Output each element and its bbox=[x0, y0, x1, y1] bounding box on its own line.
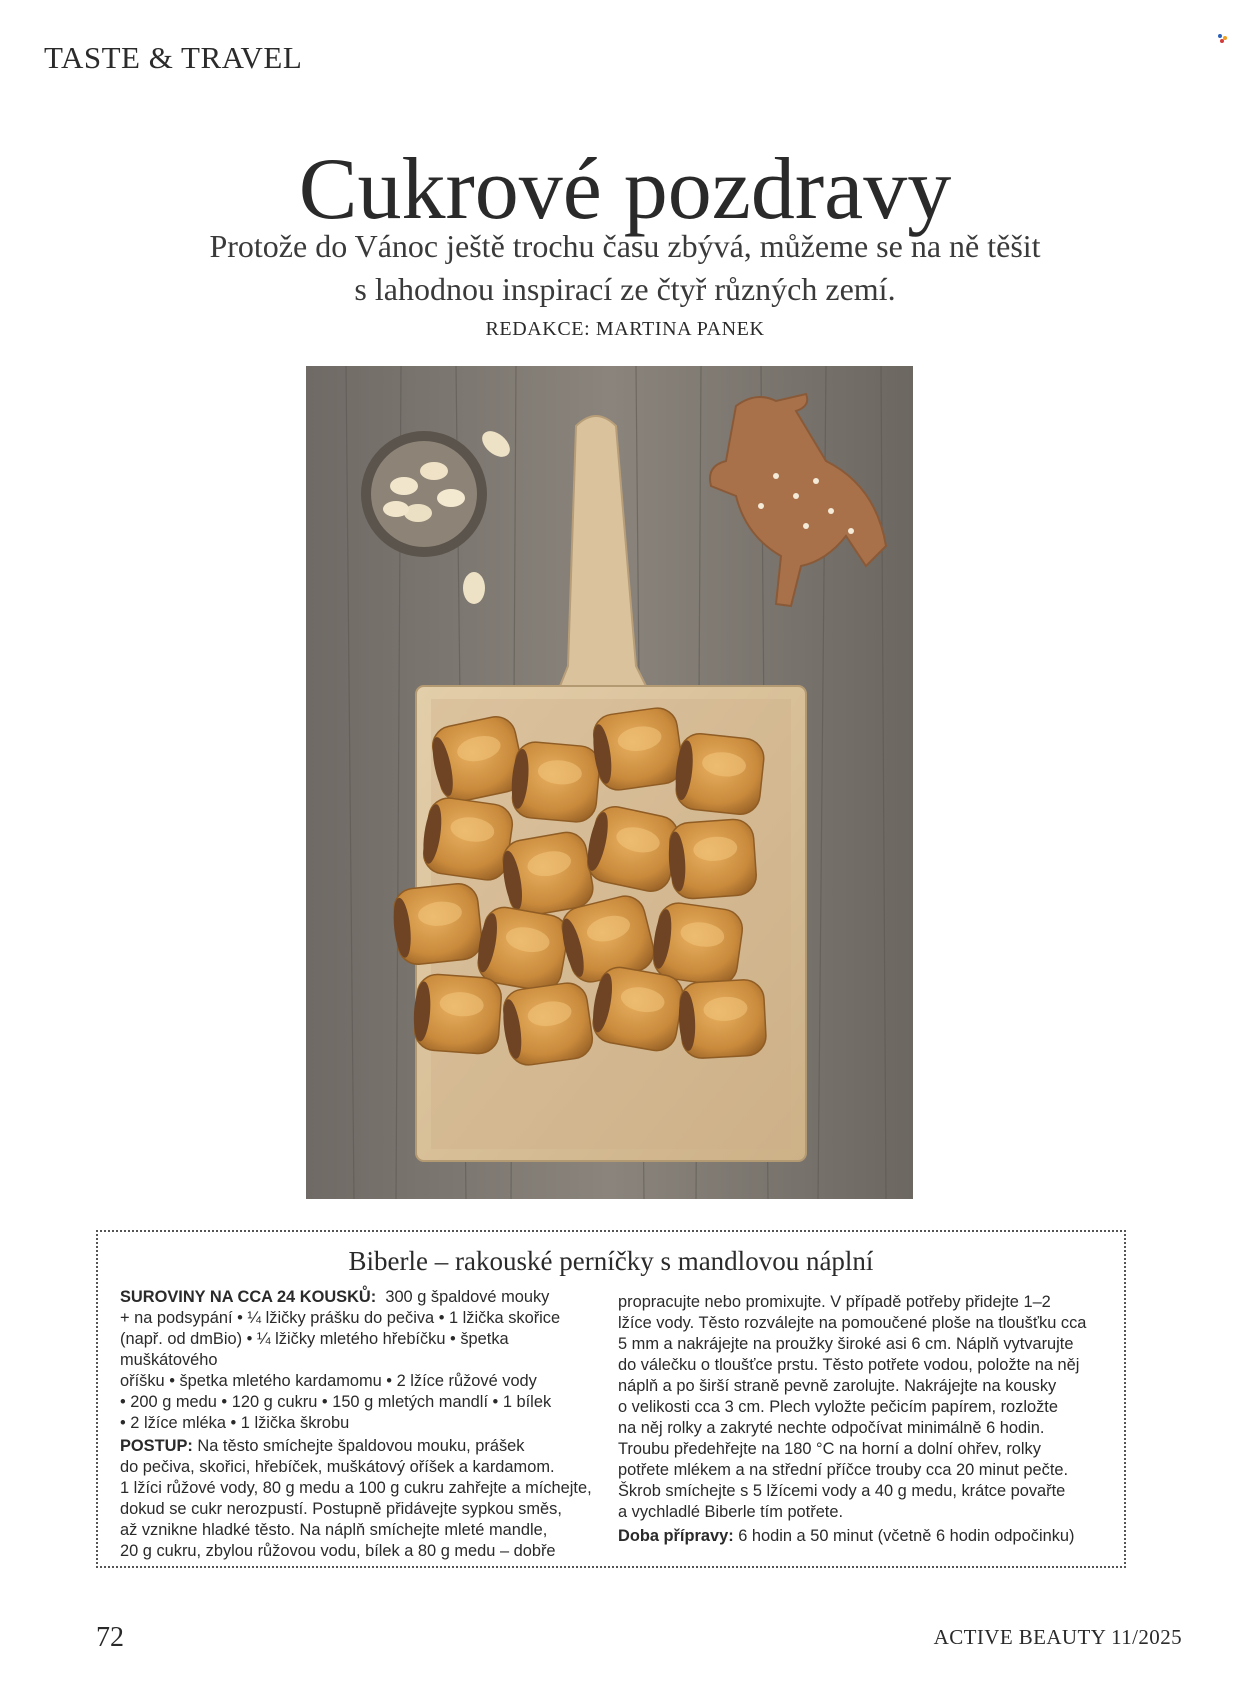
pastry-roll bbox=[498, 829, 596, 919]
pastry-roll bbox=[588, 964, 686, 1054]
prep-time bbox=[618, 1526, 1108, 1547]
method-heading: POSTUP: bbox=[120, 1437, 193, 1455]
method-line: potřete mlékem a na střední příčce trouby cca 20 minut pečte. bbox=[618, 1461, 1069, 1479]
method-line: na něj rolky a zakryté nechte odpočívat minimálně 6 hodin. bbox=[618, 1419, 1045, 1437]
method-text: Na těsto smíchejte špaldovou mouku, prášek bbox=[197, 1437, 525, 1455]
recipe-photo bbox=[306, 366, 913, 1199]
method-line: propracujte nebo promixujte. V případě potřeby přidejte 1–2 bbox=[618, 1293, 1051, 1311]
method-line: a vychladlé Biberle tím potřete. bbox=[618, 1503, 844, 1521]
ingredients-line: • 200 g medu • 120 g cukru • 150 g mletých mandlí • 1 bílek bbox=[120, 1393, 552, 1411]
ingredients-line: oříšku • špetka mletého kardamomu • 2 lžíce růžové vody bbox=[120, 1372, 537, 1390]
article-lead bbox=[120, 225, 1130, 311]
method-line: do válečku o tloušťce prstu. Těsto potřete vodou, položte na něj bbox=[618, 1356, 1080, 1374]
ingredients-line bbox=[120, 1287, 600, 1308]
photo-biberle-on-wooden-board bbox=[306, 366, 913, 1199]
lead-line: Protože do Vánoc ještě trochu času zbývá, můžeme se na ně těšit bbox=[209, 228, 1041, 264]
pastry-roll bbox=[589, 706, 685, 793]
pastry-roll bbox=[677, 979, 767, 1059]
lead-line: s lahodnou inspirací ze čtyř různých zemí. bbox=[354, 271, 896, 307]
ingredients-line: • 2 lžíce mléka • 1 lžička škrobu bbox=[120, 1414, 350, 1432]
method-line: dokud se cukr nerozpustí. Postupně přidávejte sypkou směs, bbox=[120, 1500, 562, 1518]
pastry-roll bbox=[419, 795, 515, 882]
method-line: 1 lžíci růžové vody, 80 g medu a 100 g cukru zahřejte a míchejte, bbox=[120, 1479, 592, 1497]
pastry-roll bbox=[390, 882, 483, 967]
method-line: o velikosti cca 3 cm. Plech vyložte pečicím papírem, rozložte bbox=[618, 1398, 1058, 1416]
pastry-roll bbox=[411, 973, 502, 1055]
pastry-group bbox=[390, 706, 767, 1068]
recipe-box bbox=[96, 1230, 1126, 1568]
pastry-roll bbox=[672, 732, 765, 817]
recipe-title: Biberle – rakouské perníčky s mandlovou náplní bbox=[348, 1246, 874, 1276]
issue-label: ACTIVE BEAUTY 11/2025 bbox=[933, 1625, 1182, 1649]
ingredients-heading: SUROVINY NA CCA 24 KOUSKŮ: bbox=[120, 1288, 377, 1306]
byline: REDAKCE: MARTINA PANEK bbox=[485, 318, 765, 340]
pastry-roll bbox=[509, 740, 601, 823]
ingredients-line: + na podsypání • ¼ lžičky prášku do pečiva • 1 lžička skořice bbox=[120, 1309, 561, 1327]
method-line: 20 g cukru, zbylou růžovou vodu, bílek a 80 g medu – dobře bbox=[120, 1542, 556, 1560]
prep-time-value: 6 hodin a 50 minut (včetně 6 hodin odpočinku) bbox=[738, 1527, 1075, 1545]
method-line: až vznikne hladké těsto. Na náplň smíchejte mleté mandle, bbox=[120, 1521, 548, 1539]
section-label: TASTE & TRAVEL bbox=[44, 40, 303, 75]
method-line: Škrob smíchejte s 5 lžícemi vody a 40 g medu, krátce povařte bbox=[618, 1482, 1066, 1500]
method-line: Troubu předehřejte na 180 °C na horní a dolní ohřev, rolky bbox=[618, 1440, 1041, 1458]
article-title: Cukrové pozdravy bbox=[298, 141, 952, 238]
method-line: náplň a po širší straně pevně zarolujte. Nakrájejte na kousky bbox=[618, 1377, 1057, 1395]
pastry-roll bbox=[666, 818, 757, 900]
pastry-roll bbox=[499, 981, 595, 1068]
prep-time-heading: Doba přípravy: bbox=[618, 1527, 734, 1545]
page-number: 72 bbox=[96, 1622, 124, 1653]
method-line: do pečiva, skořici, hřebíček, muškátový oříšek a kardamom. bbox=[120, 1458, 555, 1476]
loose-almond bbox=[463, 572, 485, 604]
almond-bowl bbox=[361, 431, 487, 557]
method-line: lžíce vody. Těsto rozválejte na pomoučené ploše na tloušťku cca bbox=[618, 1314, 1087, 1332]
corner-logo-mark bbox=[1218, 34, 1228, 44]
method-line: 5 mm a nakrájejte na proužky široké asi 6 cm. Náplň vytvarujte bbox=[618, 1335, 1074, 1353]
method-line bbox=[120, 1436, 600, 1457]
recipe-right-column bbox=[618, 1292, 1108, 1547]
ingredients-text: 300 g špaldové mouky bbox=[385, 1288, 550, 1306]
ingredients-line: (např. od dmBio) • ¼ lžičky mletého hřebíčku • špetka muškátového bbox=[120, 1330, 509, 1369]
recipe-left-column bbox=[120, 1287, 600, 1562]
